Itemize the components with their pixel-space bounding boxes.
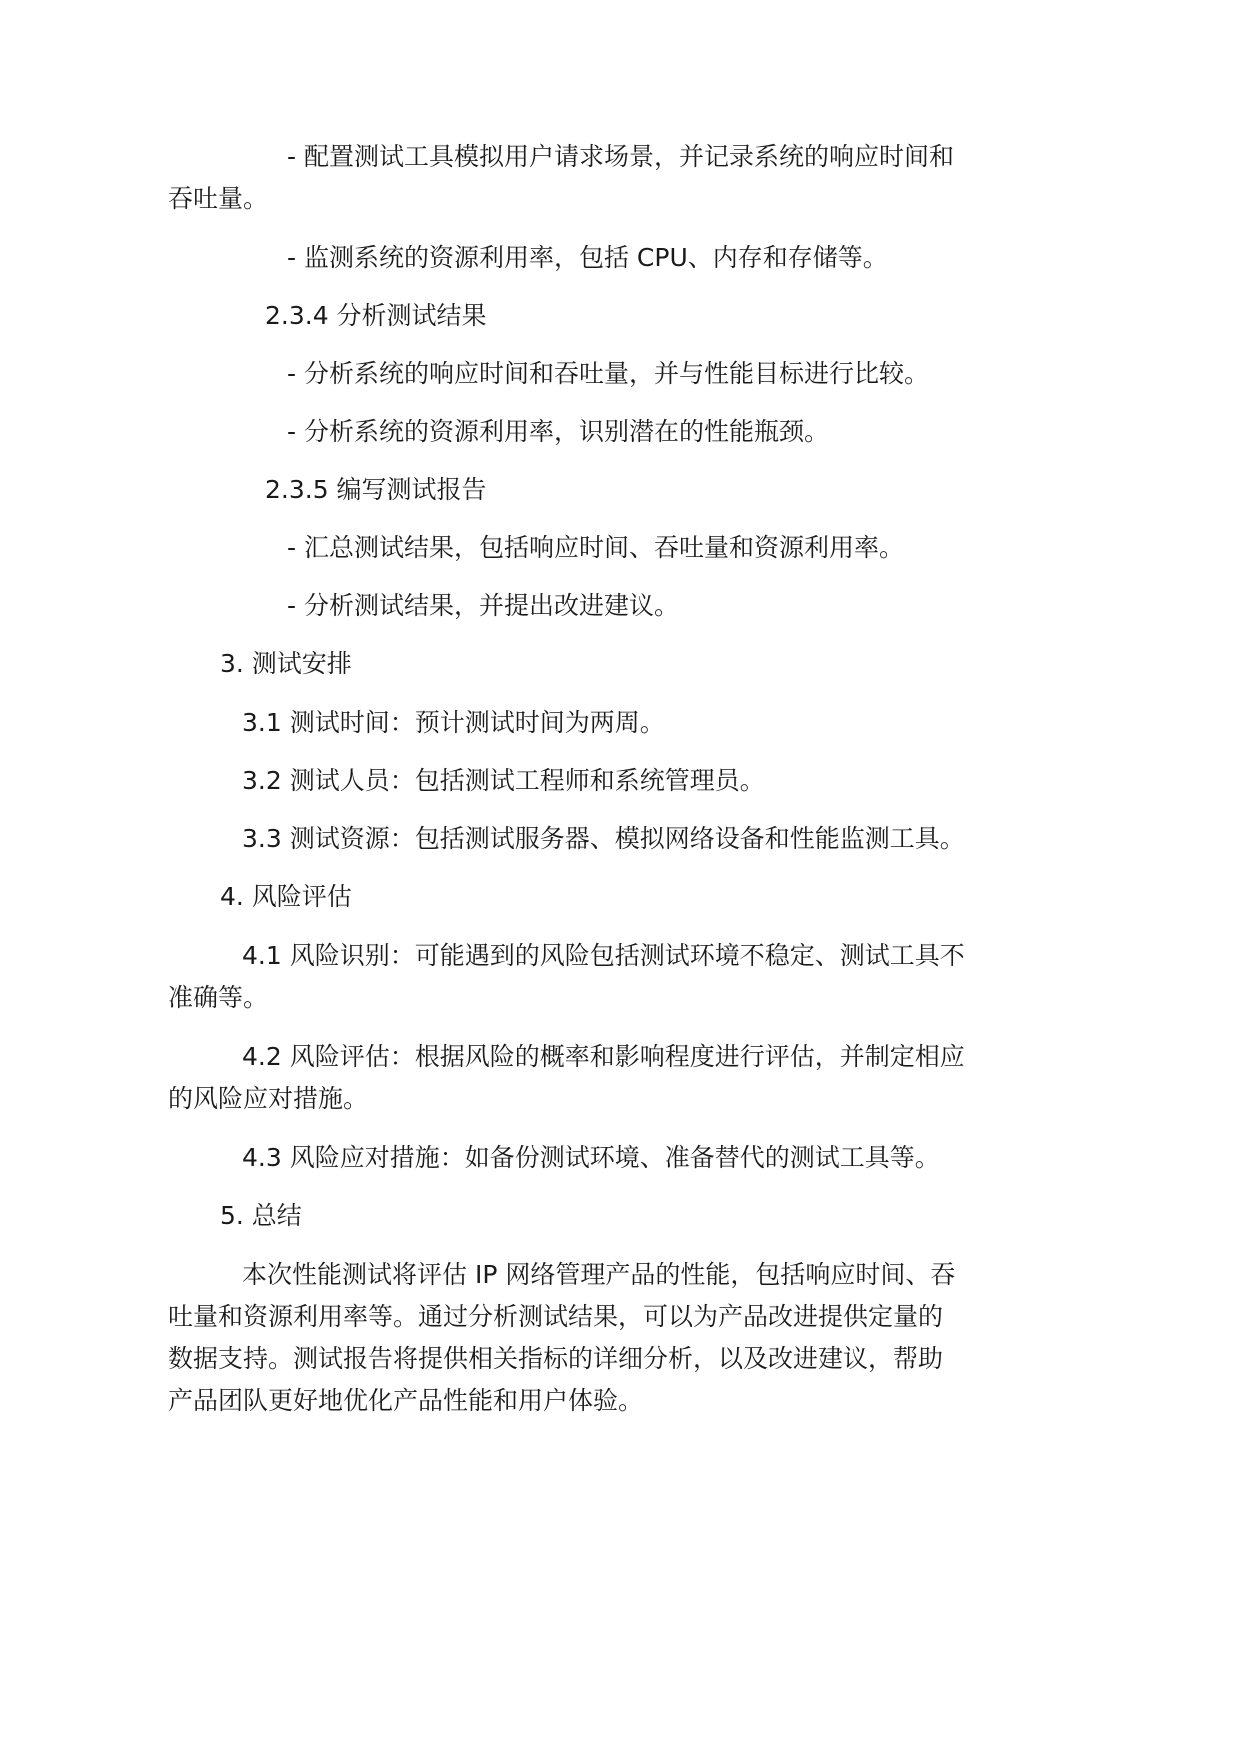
- item-4-1: 4.1 风险识别：可能遇到的风险包括测试环境不稳定、测试工具不: [242, 941, 965, 970]
- bullet-monitor-resources: - 监测系统的资源利用率，包括 CPU、内存和存储等。: [287, 243, 888, 272]
- heading-2-3-4: 2.3.4 分析测试结果: [265, 301, 487, 330]
- bullet-configure-tools: - 配置测试工具模拟用户请求场景，并记录系统的响应时间和: [287, 142, 954, 171]
- bullet-suggest-improvements: - 分析测试结果，并提出改进建议。: [287, 591, 679, 620]
- item-3-2: 3.2 测试人员：包括测试工程师和系统管理员。: [242, 766, 765, 795]
- summary-line-1: 本次性能测试将评估 IP 网络管理产品的性能，包括响应时间、吞: [242, 1260, 956, 1289]
- item-4-2: 4.2 风险评估：根据风险的概率和影响程度进行评估，并制定相应: [242, 1042, 965, 1071]
- heading-section-5: 5. 总结: [220, 1201, 302, 1230]
- summary-line-3: 数据支持。测试报告将提供相关指标的详细分析，以及改进建议，帮助: [168, 1344, 944, 1373]
- bullet-analyze-response: - 分析系统的响应时间和吞吐量，并与性能目标进行比较。: [287, 359, 929, 388]
- item-4-3: 4.3 风险应对措施：如备份测试环境、准备替代的测试工具等。: [242, 1143, 940, 1172]
- bullet-analyze-resources: - 分析系统的资源利用率，识别潜在的性能瓶颈。: [287, 417, 829, 446]
- heading-2-3-5: 2.3.5 编写测试报告: [265, 475, 487, 504]
- summary-line-4: 产品团队更好地优化产品性能和用户体验。: [168, 1386, 644, 1415]
- item-4-1-cont: 准确等。: [168, 983, 269, 1012]
- summary-line-2: 吐量和资源利用率等。通过分析测试结果，可以为产品改进提供定量的: [168, 1302, 944, 1331]
- bullet-summarize-results: - 汇总测试结果，包括响应时间、吞吐量和资源利用率。: [287, 533, 904, 562]
- bullet-configure-tools-cont: 吞吐量。: [168, 184, 269, 213]
- heading-section-3: 3. 测试安排: [220, 649, 352, 678]
- item-3-1: 3.1 测试时间：预计测试时间为两周。: [242, 708, 665, 737]
- heading-section-4: 4. 风险评估: [220, 882, 352, 911]
- item-3-3: 3.3 测试资源：包括测试服务器、模拟网络设备和性能监测工具。: [242, 824, 965, 853]
- item-4-2-cont: 的风险应对措施。: [168, 1084, 369, 1113]
